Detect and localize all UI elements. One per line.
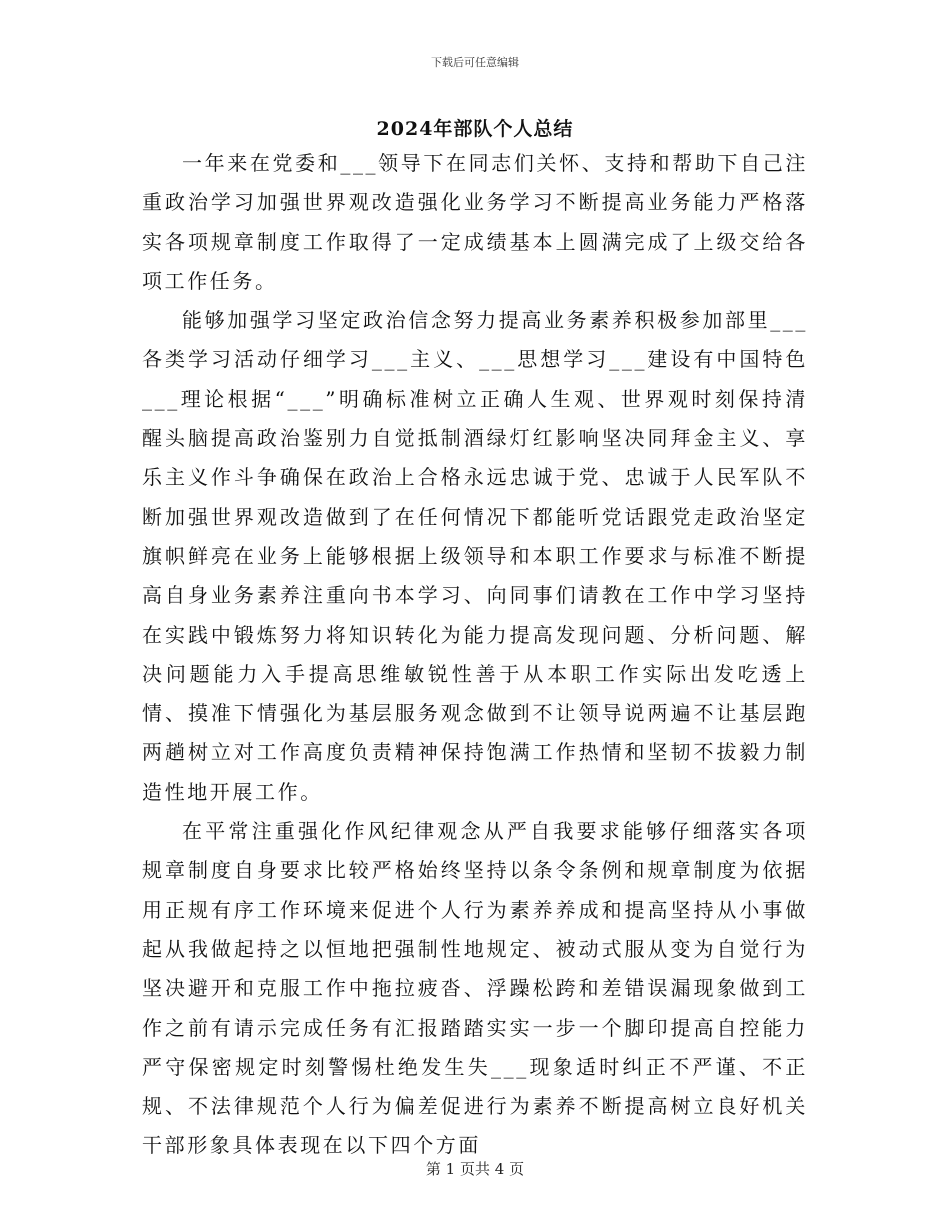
paragraph-3: 在平常注重强化作风纪律观念从严自我要求能够仔细落实各项规章制度自身要求比较严格始终坚持以条令条例和规章制度为依据用正规有序工作环境来促进个人行为素养养成和提高坚持从小事做起从我做起持之以恒地把强制性地规定、被动式服从变为自觉行为坚决避开和克服工作中拖拉疲沓、浮躁松跨和差错误漏现象做到工作之前有请示完成任务有汇报踏踏实实一步一个脚印提高自控能力严守保密规定时刻警惕杜绝发生失___现象适时纠正不严谨、不正规、不法律规范个人行为偏差促进行为素养不断提高树立良好机关干部形象具体表现在以下四个方面: [142, 819, 808, 1158]
page-footer: 第 1 页共 4 页: [425, 1160, 525, 1178]
document-body: [142, 144, 808, 1166]
page-title: 2024年部队个人总结: [376, 118, 574, 140]
header-note: 下载后可任意编辑: [431, 56, 519, 69]
paragraph-1: 一年来在党委和___领导下在同志们关怀、支持和帮助下自己注重政治学习加强世界观改造强化业务学习不断提高业务能力严格落实各项规章制度工作取得了一定成绩基本上圆满完成了上级交给各项工作任务。: [142, 151, 808, 293]
paragraph-2: 能够加强学习坚定政治信念努力提高业务素养积极参加部里___各类学习活动仔细学习___主义、___思想学习___建设有中国特色___理论根据“___”明确标准树立正确人生观、世界观时刻保持清醒头脑提高政治鉴别力自觉抵制酒绿灯红影响坚决同拜金主义、享乐主义作斗争确保在政治上合格永远忠诚于党、忠诚于人民军队不断加强世界观改造做到了在任何情况下都能听党话跟党走政治坚定旗帜鲜亮在业务上能够根据上级领导和本职工作要求与标准不断提高自身业务素养注重向书本学习、向同事们请教在工作中学习坚持在实践中锻炼努力将知识转化为能力提高发现问题、分析问题、解决问题能力入手提高思维敏锐性善于从本职工作实际出发吃透上情、摸准下情强化为基层服务观念做到不让领导说两遍不让基层跑两趟树立对工作高度负责精神保持饱满工作热情和坚韧不拔毅力制造性地开展工作。: [142, 308, 808, 804]
